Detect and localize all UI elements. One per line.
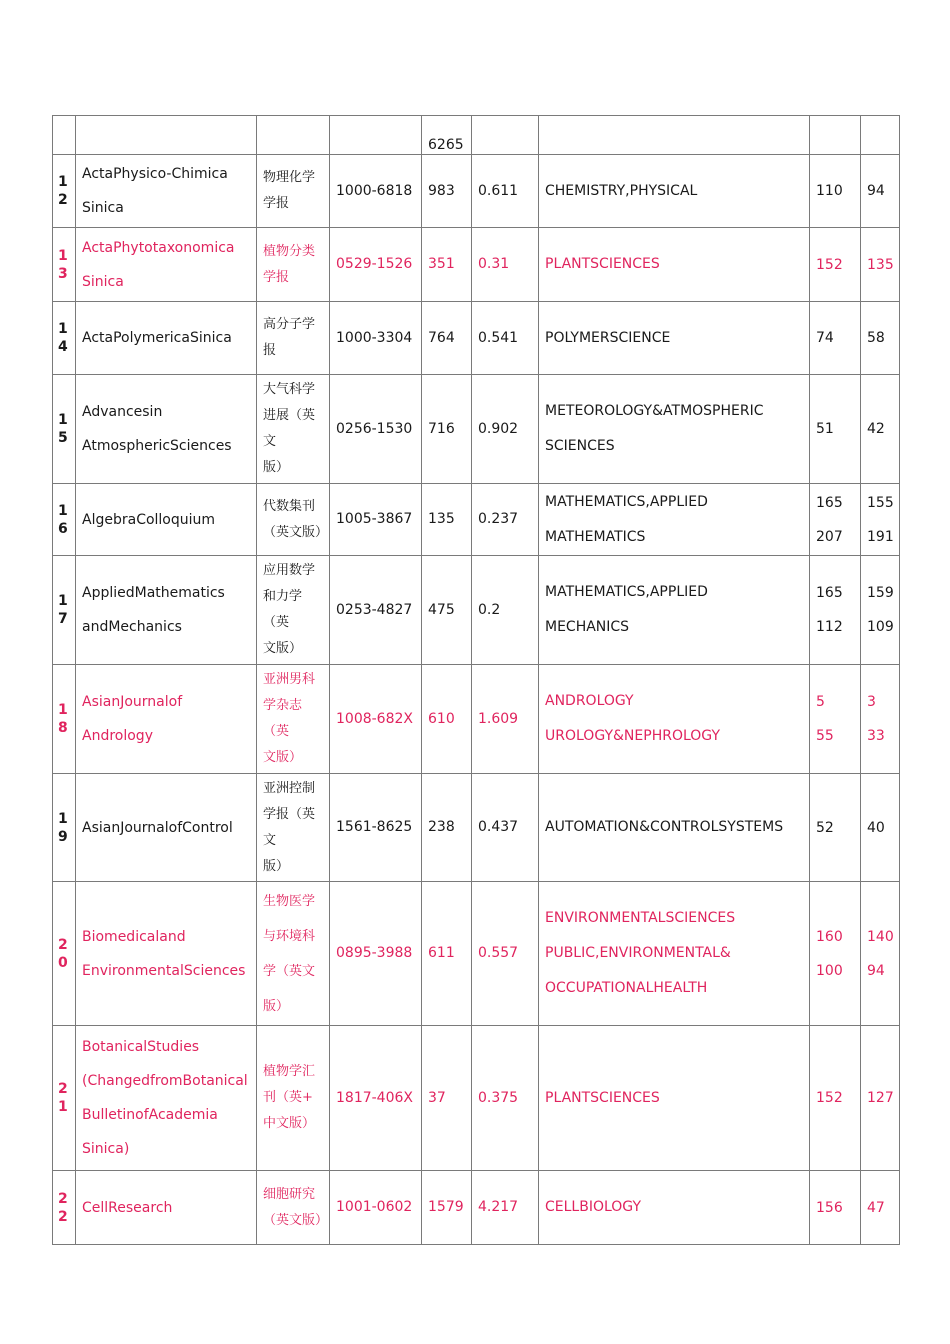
- row-number-digit: 2: [58, 192, 68, 208]
- category-line: ANDROLOGY: [545, 693, 634, 709]
- rank-a-cell: [810, 484, 861, 556]
- rank-b-line: 191: [867, 528, 894, 545]
- chinese-title-line: 和力学（英: [263, 589, 303, 630]
- row-number-cell: [53, 302, 76, 375]
- journal-title-line: Advancesin: [82, 404, 163, 420]
- journal-title-line: AlgebraColloquium: [82, 511, 216, 528]
- issn-cell: 0529-1526: [330, 228, 422, 302]
- rank-a-cell: [810, 774, 861, 882]
- rank-b-line: 94: [867, 962, 885, 979]
- chinese-title-line: 物理化学: [263, 170, 316, 185]
- chinese-title-cell: [257, 1171, 330, 1245]
- row-number-digit: 5: [58, 430, 68, 446]
- chinese-title-cell: [257, 484, 330, 556]
- chinese-title-line: 学杂志（英: [263, 698, 303, 739]
- rank-b-line: 94: [867, 183, 885, 199]
- row-number-digit: 1: [58, 412, 68, 428]
- journal-title-line: Biomedicaland: [82, 928, 186, 945]
- journal-title-line: ActaPhysico-Chimica: [82, 166, 228, 182]
- row-number-cell: [53, 665, 76, 774]
- issn-cell: 1008-682X: [330, 665, 422, 774]
- cites-cell: 764: [422, 302, 472, 375]
- journal-title-cell: [76, 155, 257, 228]
- journal-title-line: (ChangedfromBotanical: [82, 1073, 248, 1089]
- table-row: [53, 1171, 900, 1245]
- chinese-title-cell: [257, 665, 330, 774]
- rank-a-cell: [810, 1026, 861, 1171]
- table-row: [53, 774, 900, 882]
- impact-factor-cell: 0.237: [472, 484, 539, 556]
- journal-title-line: BulletinofAcademia: [82, 1107, 218, 1123]
- category-line: ENVIRONMENTALSCIENCES: [545, 910, 736, 926]
- chinese-title-line: 生物医学: [263, 893, 316, 909]
- chinese-title-line: 文版）: [263, 750, 303, 765]
- row-number-digit: 0: [58, 954, 68, 971]
- row-number-digit: 1: [58, 593, 68, 609]
- category-cell: [539, 228, 810, 302]
- chinese-title-cell: [257, 302, 330, 375]
- chinese-title-line: 植物分类: [263, 243, 316, 259]
- journal-title-cell: [76, 375, 257, 484]
- chinese-title-line: 学报: [263, 196, 290, 211]
- rank-a-line: 51: [816, 421, 834, 437]
- chinese-title-line: 亚洲控制: [263, 780, 316, 796]
- journal-title-line: AtmosphericSciences: [82, 438, 232, 454]
- category-line: SCIENCES: [545, 438, 615, 454]
- category-line: CELLBIOLOGY: [545, 1199, 641, 1215]
- table-row: [53, 665, 900, 774]
- chinese-title-line: 学报: [263, 269, 290, 285]
- rank-a-line: 152: [816, 256, 843, 273]
- journal-title-line: EnvironmentalSciences: [82, 962, 246, 979]
- row-number-digit: 1: [58, 810, 68, 827]
- chinese-title-line: （英文版）: [263, 524, 329, 540]
- chinese-title-cell: [257, 1026, 330, 1171]
- journal-title-cell: [76, 302, 257, 375]
- impact-factor-cell: 0.31: [472, 228, 539, 302]
- row-number-digit: 2: [58, 1208, 68, 1225]
- rank-a-line: 110: [816, 183, 843, 199]
- rank-a-line: 74: [816, 330, 834, 346]
- issn-cell: 1001-0602: [330, 1171, 422, 1245]
- rank-a-cell: [810, 556, 861, 665]
- impact-factor-cell: 0.557: [472, 882, 539, 1026]
- chinese-title-line: 刊（英+: [263, 1090, 313, 1105]
- chinese-title-cell: [257, 774, 330, 882]
- category-line: OCCUPATIONALHEALTH: [545, 980, 708, 996]
- row-number-cell: [53, 228, 76, 302]
- category-line: MATHEMATICS,APPLIED: [545, 584, 708, 600]
- chinese-title-cell: [257, 556, 330, 665]
- rank-b-line: 140: [867, 928, 894, 945]
- rank-b-cell: [861, 375, 900, 484]
- rank-a-line: 152: [816, 1090, 843, 1106]
- rank-a-cell: [810, 1171, 861, 1245]
- issn-cell: 1005-3867: [330, 484, 422, 556]
- category-line: MATHEMATICS: [545, 528, 646, 545]
- rank-b-line: 135: [867, 256, 894, 273]
- category-cell: [539, 1026, 810, 1171]
- cites-cell: 1579: [422, 1171, 472, 1245]
- issn-cell: 0895-3988: [330, 882, 422, 1026]
- rank-b-line: 33: [867, 728, 885, 744]
- journal-title-cell: [76, 484, 257, 556]
- row-number-digit: 3: [58, 265, 68, 282]
- category-cell: [539, 155, 810, 228]
- rank-a-line: 112: [816, 619, 843, 635]
- row-number-cell: [53, 1026, 76, 1171]
- cites-cell: 716: [422, 375, 472, 484]
- chinese-title-line: 应用数学: [263, 563, 316, 578]
- row-number-digit: 7: [58, 611, 68, 627]
- journal-title-cell: [76, 665, 257, 774]
- journal-title-line: AppliedMathematics: [82, 585, 225, 601]
- journal-title-line: ActaPolymericaSinica: [82, 330, 232, 346]
- chinese-title-cell: [257, 228, 330, 302]
- row-number-digit: 2: [58, 936, 68, 953]
- rank-b-cell: [861, 774, 900, 882]
- rank-a-line: 52: [816, 819, 834, 836]
- table-row: [53, 302, 900, 375]
- cites-cell: 238: [422, 774, 472, 882]
- chinese-title-cell: [257, 375, 330, 484]
- chinese-title-line: 进展（英文: [263, 408, 316, 449]
- journal-title-line: Sinica: [82, 200, 124, 216]
- rank-b-cell: [861, 484, 900, 556]
- journal-title-line: CellResearch: [82, 1199, 173, 1216]
- chinese-title-line: 版）: [263, 998, 290, 1014]
- category-cell: [539, 556, 810, 665]
- chinese-title-line: 版）: [263, 460, 290, 475]
- rank-a-line: 160: [816, 928, 843, 945]
- category-line: MATHEMATICS,APPLIED: [545, 493, 708, 510]
- table-row: [53, 228, 900, 302]
- chinese-title-line: 代数集刊: [263, 498, 316, 514]
- cites-cell: 983: [422, 155, 472, 228]
- issn-cell: 1561-8625: [330, 774, 422, 882]
- rank-b-cell: [861, 155, 900, 228]
- impact-factor-cell: 0.2: [472, 556, 539, 665]
- chinese-title-cell: [257, 155, 330, 228]
- row-number-digit: 1: [58, 502, 68, 519]
- chinese-title-line: 与环境科: [263, 928, 316, 944]
- cites-cell: 37: [422, 1026, 472, 1171]
- row-number-digit: 1: [58, 247, 68, 264]
- impact-factor-cell: 0.437: [472, 774, 539, 882]
- journal-title-line: AsianJournalofControl: [82, 819, 233, 836]
- rank-b-cell: [861, 665, 900, 774]
- rank-a-cell: [810, 665, 861, 774]
- journal-title-line: BotanicalStudies: [82, 1039, 200, 1055]
- category-line: UROLOGY&NEPHROLOGY: [545, 728, 720, 744]
- row-number-cell: [53, 375, 76, 484]
- chinese-title-line: 大气科学: [263, 382, 316, 397]
- chinese-title-line: 文版）: [263, 641, 303, 656]
- category-cell: [539, 774, 810, 882]
- rank-b-line: 58: [867, 330, 885, 346]
- chinese-title-line: 学（英文: [263, 963, 316, 979]
- rank-b-cell: [861, 556, 900, 665]
- rank-a-line: 165: [816, 494, 843, 511]
- table-row: [53, 556, 900, 665]
- row-number-cell: [53, 882, 76, 1026]
- rank-a-line: 165: [816, 585, 843, 601]
- row-number-digit: 4: [58, 339, 68, 355]
- category-line: CHEMISTRY,PHYSICAL: [545, 182, 698, 199]
- row-number-cell: [53, 1171, 76, 1245]
- impact-factor-cell: 4.217: [472, 1171, 539, 1245]
- journal-title-line: andMechanics: [82, 619, 182, 635]
- row-number-cell: [53, 155, 76, 228]
- rank-b-line: 159: [867, 585, 894, 601]
- row-number-digit: 9: [58, 828, 68, 845]
- journal-title-cell: [76, 556, 257, 665]
- issn-cell: 1817-406X: [330, 1026, 422, 1171]
- rank-b-cell: [861, 1026, 900, 1171]
- row-number-cell: [53, 484, 76, 556]
- row-number-digit: 1: [58, 321, 68, 337]
- chinese-title-line: 报: [263, 343, 277, 358]
- category-line: AUTOMATION&CONTROLSYSTEMS: [545, 819, 784, 835]
- journal-title-cell: [76, 1171, 257, 1245]
- cites-cell: 475: [422, 556, 472, 665]
- rank-b-cell: [861, 1171, 900, 1245]
- journal-title-line: AsianJournalof: [82, 694, 183, 710]
- table-row: [53, 155, 900, 228]
- rank-b-line: 109: [867, 619, 894, 635]
- issn-cell: 1000-3304: [330, 302, 422, 375]
- table-row: [53, 375, 900, 484]
- chinese-title-cell: [257, 882, 330, 1026]
- rank-b-line: 155: [867, 494, 894, 511]
- category-cell: [539, 375, 810, 484]
- cites-cell: 351: [422, 228, 472, 302]
- row-number-cell: [53, 556, 76, 665]
- rank-a-line: 100: [816, 962, 843, 979]
- rank-a-line: 5: [816, 694, 825, 710]
- category-cell: [539, 665, 810, 774]
- category-line: METEOROLOGY&ATMOSPHERIC: [545, 403, 764, 419]
- category-line: MECHANICS: [545, 619, 630, 635]
- rank-b-line: 3: [867, 694, 876, 710]
- journal-title-cell: [76, 1026, 257, 1171]
- chinese-title-line: 细胞研究: [263, 1186, 316, 1202]
- chinese-title-line: 高分子学: [263, 317, 316, 332]
- cites-cell: 611: [422, 882, 472, 1026]
- chinese-title-line: 学报（英文: [263, 806, 316, 848]
- rank-b-cell: [861, 228, 900, 302]
- impact-factor-cell: 1.609: [472, 665, 539, 774]
- rank-a-line: 156: [816, 1199, 843, 1216]
- chinese-title-line: 版）: [263, 858, 290, 874]
- row-number-cell: [53, 774, 76, 882]
- rank-a-cell: [810, 228, 861, 302]
- table-row-top: [53, 116, 900, 155]
- impact-factor-cell: 0.375: [472, 1026, 539, 1171]
- rank-a-cell: [810, 302, 861, 375]
- cites-cell: 6265: [422, 116, 472, 155]
- row-number-digit: 2: [58, 1190, 68, 1207]
- category-cell: [539, 484, 810, 556]
- cites-cell: 135: [422, 484, 472, 556]
- journal-title-line: Sinica: [82, 273, 124, 290]
- issn-cell: 1000-6818: [330, 155, 422, 228]
- journal-title-cell: [76, 774, 257, 882]
- row-number-digit: 1: [58, 702, 68, 718]
- rank-b-line: 42: [867, 421, 885, 437]
- journal-title-line: ActaPhytotaxonomica: [82, 239, 235, 256]
- category-cell: [539, 1171, 810, 1245]
- chinese-title-line: 中文版）: [263, 1116, 316, 1131]
- table-row: [53, 1026, 900, 1171]
- rank-b-line: 47: [867, 1199, 885, 1216]
- journal-title-line: Andrology: [82, 728, 153, 744]
- journal-title-line: Sinica): [82, 1141, 130, 1157]
- category-line: POLYMERSCIENCE: [545, 329, 671, 346]
- category-line: PUBLIC,ENVIRONMENTAL&: [545, 945, 731, 961]
- rank-a-cell: [810, 155, 861, 228]
- row-number-digit: 6: [58, 520, 68, 537]
- impact-factor-cell: 0.541: [472, 302, 539, 375]
- row-number-digit: 1: [58, 1099, 68, 1115]
- rank-a-cell: [810, 882, 861, 1026]
- category-cell: [539, 302, 810, 375]
- cites-cell: 610: [422, 665, 472, 774]
- journal-title-cell: [76, 228, 257, 302]
- table-row: [53, 484, 900, 556]
- table-row: [53, 882, 900, 1026]
- row-number-digit: 8: [58, 720, 68, 736]
- journal-title-cell: [76, 882, 257, 1026]
- impact-factor-cell: 0.902: [472, 375, 539, 484]
- rank-b-cell: [861, 302, 900, 375]
- chinese-title-line: 植物学汇: [263, 1064, 316, 1079]
- journal-table: [52, 115, 900, 1245]
- category-line: PLANTSCIENCES: [545, 256, 660, 272]
- category-line: PLANTSCIENCES: [545, 1089, 660, 1106]
- category-cell: [539, 882, 810, 1026]
- row-number-digit: 1: [58, 174, 68, 190]
- chinese-title-line: 亚洲男科: [263, 672, 316, 687]
- issn-cell: 0256-1530: [330, 375, 422, 484]
- chinese-title-line: （英文版）: [263, 1212, 329, 1228]
- impact-factor-cell: 0.611: [472, 155, 539, 228]
- row-number-digit: 2: [58, 1081, 68, 1097]
- rank-a-line: 55: [816, 728, 834, 744]
- rank-a-line: 207: [816, 528, 843, 545]
- rank-b-cell: [861, 882, 900, 1026]
- rank-b-line: 127: [867, 1090, 894, 1106]
- rank-b-line: 40: [867, 819, 885, 836]
- rank-a-cell: [810, 375, 861, 484]
- issn-cell: 0253-4827: [330, 556, 422, 665]
